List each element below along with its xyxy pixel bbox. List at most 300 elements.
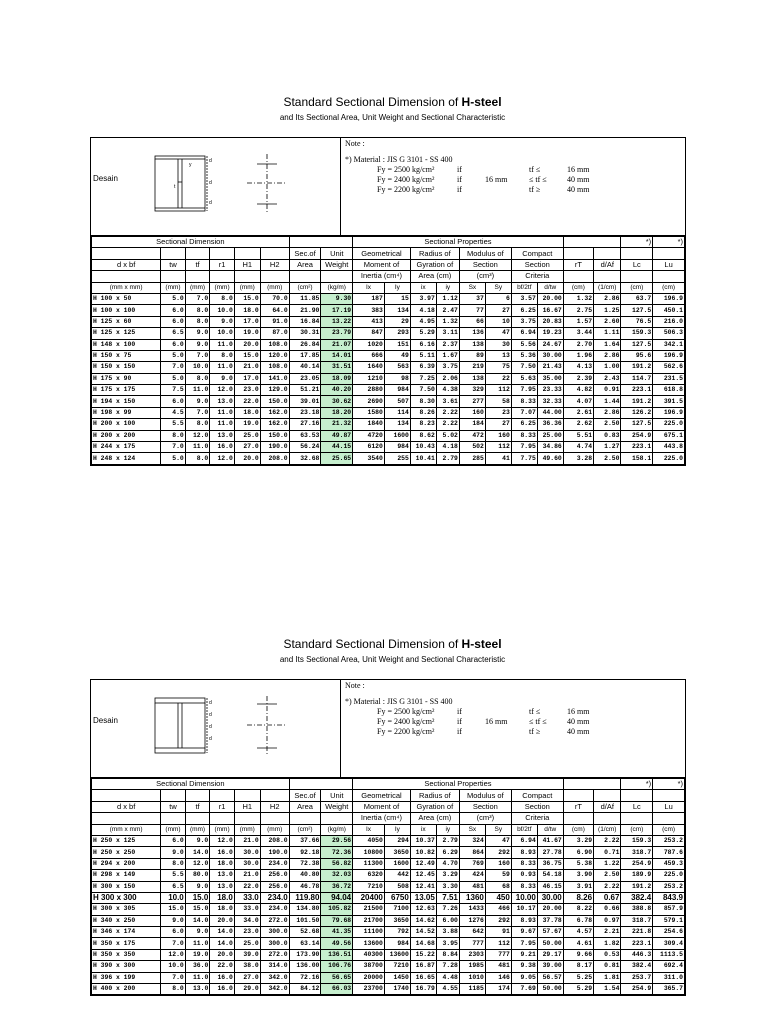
table-cell: 4.13 [563,362,593,373]
table-cell: 11.0 [210,339,235,350]
section-name: H 175 x 90 [92,373,161,384]
table-row [92,870,685,881]
table-cell: 138 [459,339,485,350]
table-cell: 391.5 [653,396,685,407]
table-cell: 191.2 [621,362,653,373]
table-cell: 253.2 [653,881,685,892]
table-cell: 5.25 [563,972,593,983]
table-cell: 223.1 [621,385,653,396]
table-cell: 20.0 [210,949,235,960]
table-cell: 162.0 [260,407,289,418]
table-cell: 7.95 [511,385,537,396]
note-heading: Note : [345,681,365,690]
header-lc-mark: *) [621,237,653,248]
table-row [92,927,685,938]
table-cell: 1.25 [594,305,621,316]
table-cell: 27 [485,305,511,316]
table-cell: 23.33 [537,385,563,396]
note-heading: Note : [345,139,365,148]
table-cell: 159.3 [621,835,653,846]
table-cell: 3.90 [563,870,593,881]
header-unit: (mm x mm) [92,824,161,835]
header-unit: (cm) [653,824,685,835]
table-cell: 141.0 [260,373,289,384]
table-cell: 162.0 [260,419,289,430]
table-cell: 15.0 [161,904,186,915]
table-cell: 12.0 [161,949,186,960]
table-cell: 17.19 [321,305,353,316]
table-cell: 11.0 [210,362,235,373]
table-cell: 1.00 [594,362,621,373]
table-cell: 450.1 [653,305,685,316]
header-sub: bf/2tf [511,824,537,835]
table-cell: 466 [485,904,511,915]
header-daf [594,790,621,801]
table-cell: 984 [384,385,410,396]
table-cell: 12.63 [410,904,436,915]
table-cell: 27.0 [234,972,260,983]
table-cell: 84.12 [289,984,321,995]
table-cell: 7.0 [161,362,186,373]
table-cell: 459.3 [653,858,685,869]
table-row [92,407,685,418]
section-name: H 200 x 200 [92,430,161,441]
table-cell: 72.36 [321,847,353,858]
table-cell: 70.0 [260,293,289,304]
header-compact: Section [511,801,563,812]
table-cell: 9.66 [563,949,593,960]
table-cell: 6.25 [511,305,537,316]
header-blank [161,813,186,824]
table-cell: 1210 [353,373,385,384]
table-cell: 11.0 [185,385,210,396]
table-cell: 984 [384,938,410,949]
header-tw: tw [161,801,186,812]
table-cell: 25.0 [234,430,260,441]
header-h1: H1 [234,259,260,270]
table-cell: 46.78 [289,881,321,892]
header-unit: (cm) [621,282,653,293]
table-cell: 10.0 [210,305,235,316]
header-moment: Moment of [353,259,411,270]
table-cell: 7100 [384,904,410,915]
table-cell: 6.90 [563,847,593,858]
table-cell: 19.0 [234,328,260,339]
table-cell: 10.41 [410,453,436,464]
header-blank [234,271,260,282]
header-compact: Compact [511,248,563,259]
table-cell: 23.0 [234,927,260,938]
table-cell: 76.5 [621,316,653,327]
table-cell: 6.0 [161,305,186,316]
svg-text:d: d [209,180,212,186]
table-cell: 221.8 [621,927,653,938]
table-cell: 35.00 [537,373,563,384]
table-cell: 150.0 [260,430,289,441]
table-cell: 8.0 [185,305,210,316]
table-cell: 2303 [459,949,485,960]
table-cell: 127.5 [621,419,653,430]
table-cell: 1185 [459,984,485,995]
header-gyration: Gyration of [410,801,459,812]
table-cell: 7.0 [161,938,186,949]
table-cell: 1020 [353,339,385,350]
note-material: *) Material : JIS G 3101 - SS 400 [345,155,453,164]
table-cell: 108.0 [260,362,289,373]
table-cell: 190.0 [260,442,289,453]
table-cell: 14.52 [410,927,436,938]
table-cell: 5.5 [161,419,186,430]
header-unit: (1/cm) [594,824,621,835]
table-cell: 6320 [353,870,385,881]
header-gyration: Gyration of [410,259,459,270]
table-cell: 49 [384,350,410,361]
table-cell: 5.36 [511,350,537,361]
note-if: if [457,717,462,726]
header-tf: tf [185,801,210,812]
section-name: H 175 x 175 [92,385,161,396]
section-name: H 250 x 125 [92,835,161,846]
table-cell: 16.0 [210,442,235,453]
table-cell: 563 [384,362,410,373]
table-cell: 256.0 [260,870,289,881]
section-name: H 300 x 305 [92,904,161,915]
header-unit: (cm) [563,824,593,835]
table-cell: 101.50 [289,915,321,926]
table-cell: 13.22 [321,316,353,327]
section-name: H 100 x 100 [92,305,161,316]
section-name: H 250 x 250 [92,847,161,858]
table-cell: 777 [459,938,485,949]
header-sectional-properties: Sectional Properties [353,237,564,248]
section-name: H 248 x 124 [92,453,161,464]
table-cell: 6.0 [161,927,186,938]
h-beam-diagram-icon [149,696,289,762]
table-cell: 38700 [353,961,385,972]
header-unit: (cm) [621,824,653,835]
header-lu-mark: *) [653,779,685,790]
table-cell: 27.16 [289,419,321,430]
table-cell: 10 [485,316,511,327]
header-area: Area [289,801,321,812]
table-cell: 21.07 [321,339,353,350]
table-cell: 10.82 [410,847,436,858]
table-cell: 8.0 [185,453,210,464]
table-cell: 15.0 [234,350,260,361]
section-name: H 100 x 50 [92,293,161,304]
table-cell: 1985 [459,961,485,972]
table-cell: 4.74 [563,442,593,453]
table-cell: 4.18 [436,442,459,453]
note-material: *) Material : JIS G 3101 - SS 400 [345,697,453,706]
table-cell: 208.0 [260,835,289,846]
table-cell: 692.4 [653,961,685,972]
table-row [92,453,685,464]
note-cond: 16 mm [485,717,508,726]
table-cell: 11.0 [185,972,210,983]
table-cell: 2.37 [436,339,459,350]
table-cell: 2.50 [594,870,621,881]
table-cell: 1360 [459,892,485,903]
header-blank [161,271,186,282]
table-cell: 2.50 [594,419,621,430]
table-cell: 277 [459,396,485,407]
header-weight: Unit [321,790,353,801]
table-cell: 41.67 [537,835,563,846]
table-cell: 4720 [353,430,385,441]
svg-text:d: d [209,200,212,206]
table-cell: 3.91 [563,881,593,892]
header-unit: (mm x mm) [92,282,161,293]
header-weight: Unit [321,248,353,259]
table-cell: 160 [485,430,511,441]
table-cell: 481 [459,881,485,892]
table-cell: 25.00 [537,430,563,441]
table-cell: 1.54 [594,984,621,995]
table-row [92,316,685,327]
table-cell: 16.79 [410,984,436,995]
table-cell: 21500 [353,904,385,915]
table-cell: 984 [384,442,410,453]
table-cell: 40.20 [321,385,353,396]
table-cell: 1600 [384,858,410,869]
note-fy: Fy = 2200 kg/cm² [377,727,435,736]
spec-sheet [90,137,686,466]
section-name: H 390 x 300 [92,961,161,972]
table-cell: 1.12 [436,293,459,304]
header-tw [161,248,186,259]
table-cell: 91 [485,927,511,938]
table-cell: 108.0 [260,339,289,350]
page-title: Standard Sectional Dimension of H-steel [283,637,502,651]
table-cell: 7.25 [410,373,436,384]
table-cell: 2.47 [436,305,459,316]
table-cell: 158.1 [621,453,653,464]
note-panel [341,138,685,235]
note-fy: Fy = 2400 kg/cm² [377,175,435,184]
table-cell: 7.0 [185,350,210,361]
table-row [92,442,685,453]
table-cell: 19.23 [537,328,563,339]
table-cell: 502 [459,442,485,453]
table-cell: 25.65 [321,453,353,464]
table-cell: 7.26 [436,904,459,915]
page-subtitle: and Its Sectional Area, Unit Weight and Sectional Characteristic [279,655,506,664]
header-sub: Sy [485,824,511,835]
table-cell: 54.18 [537,870,563,881]
header-blank [594,813,621,824]
table-cell: 10.0 [161,892,186,903]
table-cell: 3.97 [410,293,436,304]
header-h2: H2 [260,801,289,812]
table-cell: 3540 [353,453,385,464]
section-name: H 148 x 100 [92,339,161,350]
table-cell: 7.69 [511,984,537,995]
table-cell: 98 [384,373,410,384]
table-cell: 675.1 [653,430,685,441]
table-cell: 2.79 [436,835,459,846]
note-cond: tf ≤ [529,165,541,174]
table-cell: 13.0 [210,870,235,881]
section-name: H 300 x 150 [92,881,161,892]
table-cell: 5.51 [563,430,593,441]
table-cell: 134.80 [289,904,321,915]
header-spacer [563,237,621,248]
table-cell: 8.33 [511,881,537,892]
table-cell: 6.16 [410,339,436,350]
table-cell: 11100 [353,927,385,938]
table-cell: 642 [459,927,485,938]
table-cell: 324 [459,835,485,846]
table-cell: 1.67 [436,350,459,361]
table-cell: 136.51 [321,949,353,960]
note-limit: 40 mm [567,185,590,194]
header-blank [92,813,161,824]
note-limit: 16 mm [567,165,590,174]
header-unit: (mm) [210,824,235,835]
table-cell: 126.2 [621,407,653,418]
table-cell: 329 [459,385,485,396]
note-fy: Fy = 2500 kg/cm² [377,165,435,174]
table-cell: 52.68 [289,927,321,938]
table-cell: 3.88 [436,927,459,938]
table-cell: 0.71 [594,847,621,858]
header-rt: rT [563,801,593,812]
table-cell: 23.79 [321,328,353,339]
table-cell: 2.21 [594,927,621,938]
table-cell: 30.00 [537,892,563,903]
table-cell: 36.0 [185,961,210,972]
note-if: if [457,707,462,716]
note-limit: 40 mm [567,175,590,184]
table-cell: 579.1 [653,915,685,926]
note-limit: 40 mm [567,717,590,726]
table-cell: 9.05 [511,972,537,983]
header-h2 [260,790,289,801]
table-cell: 342.0 [260,984,289,995]
header-h1 [234,248,260,259]
note-if: if [457,175,462,184]
header-modulus: Section [459,259,511,270]
table-cell: 8.22 [563,904,593,915]
header-moment-unit: Inertia (cm⁴) [353,271,411,282]
header-blank [594,271,621,282]
table-cell: 13.0 [210,430,235,441]
table-cell: 20.0 [234,339,260,350]
table-cell: 5.0 [161,293,186,304]
section-name: H 350 x 175 [92,938,161,949]
table-cell: 5.38 [563,858,593,869]
header-moment: Geometrical [353,248,411,259]
table-cell: 1.22 [594,858,621,869]
table-cell: 47 [485,328,511,339]
header-modulus-unit: (cm³) [459,813,511,824]
table-row [92,938,685,949]
header-daf: d/Af [594,259,621,270]
header-unit: (mm) [234,824,260,835]
header-modulus: Section [459,801,511,812]
table-cell: 7.07 [511,407,537,418]
table-cell: 666 [353,350,385,361]
table-cell: 127.5 [621,305,653,316]
table-cell: 7210 [384,961,410,972]
table-cell: 32.33 [537,396,563,407]
table-cell: 2690 [353,396,385,407]
header-lc [621,790,653,801]
header-moment: Moment of [353,801,411,812]
header-gyration: Radius of [410,790,459,801]
table-cell: 311.0 [653,972,685,983]
table-cell: 56.57 [537,972,563,983]
table-cell: 0.67 [594,892,621,903]
table-cell: 6.29 [436,847,459,858]
table-cell: 23.0 [234,385,260,396]
header-unit: (mm) [260,824,289,835]
table-cell: 20.00 [537,293,563,304]
header-sub: ix [410,282,436,293]
table-cell: 33.0 [234,904,260,915]
table-cell: 64.0 [260,305,289,316]
header-blank [653,271,685,282]
table-cell: 223.1 [621,938,653,949]
header-modulus-unit: (cm³) [459,271,511,282]
table-row [92,362,685,373]
table-cell: 388.8 [621,904,653,915]
table-row [92,915,685,926]
table-cell: 9.0 [185,835,210,846]
header-unit: (cm²) [289,282,321,293]
header-modulus: Modulus of [459,248,511,259]
table-row [92,419,685,430]
table-cell: 77 [459,305,485,316]
table-cell: 1433 [459,904,485,915]
table-cell: 4050 [353,835,385,846]
table-cell: 40.14 [289,362,321,373]
table-cell: 6.00 [436,915,459,926]
table-cell: 15.0 [185,904,210,915]
header-moment-unit: Inertia (cm⁴) [353,813,411,824]
table-cell: 72.38 [289,858,321,869]
table-cell: 1.81 [594,972,621,983]
header-unit: (kg/m) [321,824,353,835]
section-name: H 244 x 175 [92,442,161,453]
table-cell: 30.62 [321,396,353,407]
table-cell: 5.56 [511,339,537,350]
table-cell: 12.45 [410,870,436,881]
table-cell: 8.0 [185,373,210,384]
table-cell: 1.11 [594,328,621,339]
table-cell: 9.0 [185,328,210,339]
header-lc [621,248,653,259]
table-cell: 57.67 [537,927,563,938]
table-cell: 51.21 [289,385,321,396]
table-cell: 481 [485,961,511,972]
table-cell: 253.7 [621,972,653,983]
table-cell: 59 [485,870,511,881]
table-cell: 3.75 [436,362,459,373]
table-cell: 196.9 [653,350,685,361]
section-block-2 [90,636,685,996]
table-cell: 0.81 [594,961,621,972]
table-cell: 9.0 [210,316,235,327]
table-cell: 7.50 [511,362,537,373]
table-cell: 3650 [384,847,410,858]
table-cell: 234.0 [260,858,289,869]
table-cell: 4.5 [161,407,186,418]
table-cell: 2.62 [563,419,593,430]
table-cell: 173.90 [289,949,321,960]
table-row [92,385,685,396]
